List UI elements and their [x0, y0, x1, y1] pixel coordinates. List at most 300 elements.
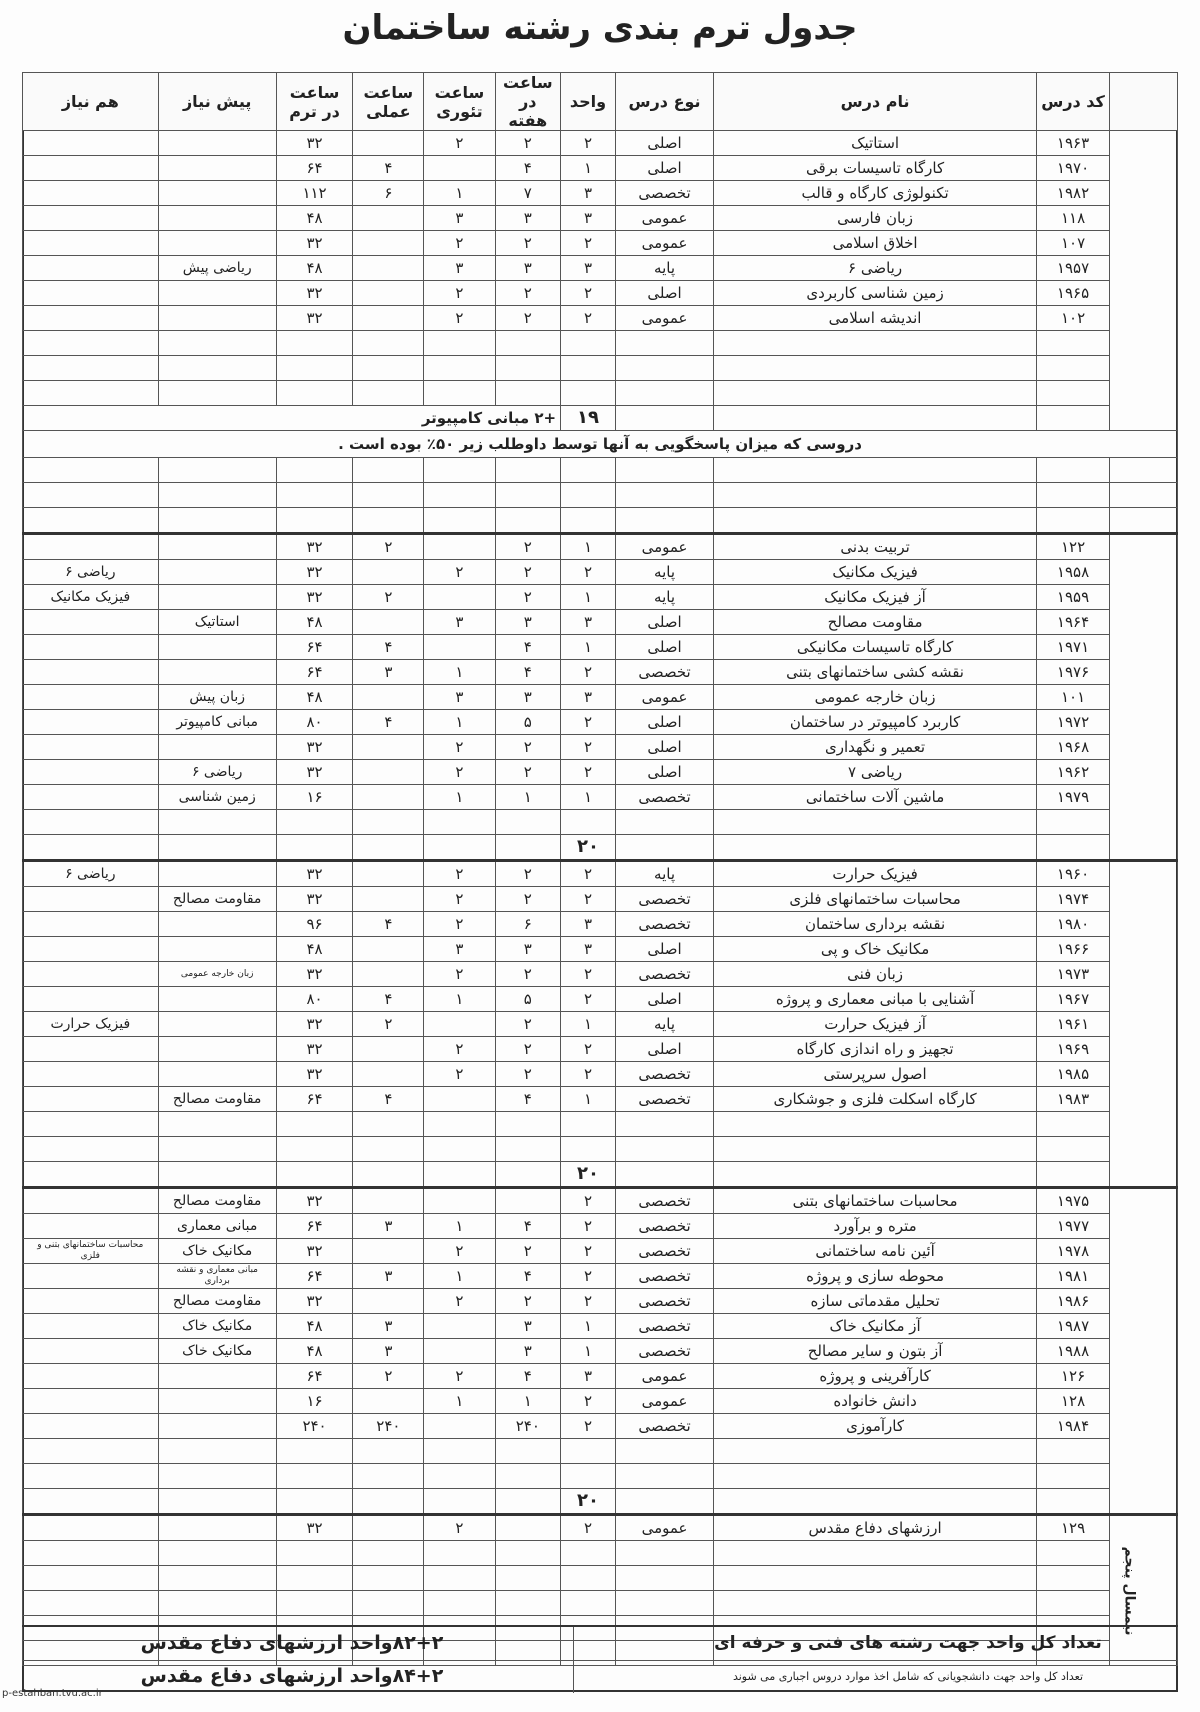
weekly-hours: ۲ — [495, 1037, 561, 1062]
course-code: ۱۹۸۰ — [1036, 912, 1109, 937]
prerequisite — [158, 1037, 276, 1062]
practical-hours — [353, 1515, 424, 1541]
course-unit: ۲ — [561, 560, 616, 585]
note-text: دروسی که میزان پاسخگویی به آنها توسط داوطلب زیر ۵۰٪ بوده است . — [23, 431, 1178, 458]
theory-hours — [424, 1188, 495, 1214]
prerequisite — [158, 1515, 276, 1541]
term-hours: ۶۴ — [276, 660, 353, 685]
practical-hours — [353, 685, 424, 710]
course-code: ۱۹۸۳ — [1036, 1087, 1109, 1112]
course-unit: ۳ — [561, 181, 616, 206]
empty-row — [23, 1541, 1178, 1566]
empty-row — [23, 381, 1178, 406]
prerequisite: مقاومت مصالح — [158, 1289, 276, 1314]
practical-hours — [353, 1062, 424, 1087]
empty-cell — [561, 458, 616, 483]
prerequisite — [158, 635, 276, 660]
empty-cell — [495, 1464, 561, 1489]
empty-cell — [353, 835, 424, 861]
course-unit: ۳ — [561, 206, 616, 231]
course-name: آئین نامه ساختمانی — [714, 1239, 1037, 1264]
empty-cell — [1036, 458, 1109, 483]
course-name: ارزشهای دفاع مقدس — [714, 1515, 1037, 1541]
course-unit: ۲ — [561, 1188, 616, 1214]
course-type: تخصصی — [615, 1414, 713, 1439]
term-hours: ۴۸ — [276, 685, 353, 710]
empty-row — [23, 1112, 1178, 1137]
table-row — [23, 1414, 1178, 1439]
empty-cell — [1036, 1137, 1109, 1162]
empty-cell — [424, 483, 495, 508]
weekly-hours: ۳ — [495, 206, 561, 231]
semester-total-extra: +۲ مبانی کامپیوتر — [23, 406, 561, 431]
corequisite — [23, 1339, 159, 1364]
empty-cell — [615, 1137, 713, 1162]
term-hours: ۳۲ — [276, 1515, 353, 1541]
empty-cell — [353, 1566, 424, 1591]
empty-cell — [276, 835, 353, 861]
course-type: اصلی — [615, 735, 713, 760]
theory-hours: ۲ — [424, 887, 495, 912]
term-hours: ۴۸ — [276, 256, 353, 281]
empty-cell — [276, 1566, 353, 1591]
table-row — [23, 861, 1178, 887]
course-type: اصلی — [615, 281, 713, 306]
theory-hours: ۲ — [424, 1239, 495, 1264]
course-name: مکانیک خاک و پی — [714, 937, 1037, 962]
course-code: ۱۹۸۸ — [1036, 1339, 1109, 1364]
practical-hours: ۲۴۰ — [353, 1414, 424, 1439]
course-unit: ۲ — [561, 1515, 616, 1541]
prerequisite — [158, 585, 276, 610]
course-code: ۱۹۶۴ — [1036, 610, 1109, 635]
term-hours: ۳۲ — [276, 962, 353, 987]
term-hours: ۴۸ — [276, 206, 353, 231]
corequisite — [23, 156, 159, 181]
course-type: عمومی — [615, 231, 713, 256]
empty-cell — [1036, 1464, 1109, 1489]
table-row — [23, 281, 1178, 306]
prerequisite: ریاضی پیش — [158, 256, 276, 281]
empty-cell — [561, 356, 616, 381]
footer-totals — [22, 1625, 1178, 1693]
prerequisite: زبان خارجه عمومی — [158, 962, 276, 987]
weekly-hours: ۲ — [495, 735, 561, 760]
theory-hours: ۳ — [424, 256, 495, 281]
course-unit: ۱ — [561, 585, 616, 610]
footer-row-2 — [22, 1660, 1178, 1693]
theory-hours — [424, 1314, 495, 1339]
corequisite — [23, 937, 159, 962]
course-name: دانش خانواده — [714, 1389, 1037, 1414]
table-row — [23, 937, 1178, 962]
course-unit: ۲ — [561, 1214, 616, 1239]
empty-cell — [158, 508, 276, 534]
empty-cell — [276, 1162, 353, 1188]
prerequisite — [158, 306, 276, 331]
corequisite — [23, 987, 159, 1012]
empty-cell — [424, 1112, 495, 1137]
header-practical: ساعت عملی — [353, 73, 424, 131]
table-row — [23, 785, 1178, 810]
course-unit: ۲ — [561, 861, 616, 887]
corequisite — [23, 912, 159, 937]
table-row — [23, 1214, 1178, 1239]
empty-cell — [353, 508, 424, 534]
total-row — [23, 1489, 1178, 1515]
weekly-hours: ۲ — [495, 306, 561, 331]
course-type: تخصصی — [615, 660, 713, 685]
empty-cell — [353, 1112, 424, 1137]
practical-hours: ۴ — [353, 156, 424, 181]
corequisite: فیزیک مکانیک — [23, 585, 159, 610]
prerequisite: مبانی معماری — [158, 1214, 276, 1239]
course-unit: ۲ — [561, 1389, 616, 1414]
empty-cell — [495, 508, 561, 534]
empty-cell — [353, 381, 424, 406]
corequisite — [23, 534, 159, 560]
course-unit: ۲ — [561, 231, 616, 256]
empty-cell — [276, 508, 353, 534]
course-type: تخصصی — [615, 785, 713, 810]
course-type: اصلی — [615, 760, 713, 785]
weekly-hours: ۲ — [495, 1239, 561, 1264]
course-name: فیزیک مکانیک — [714, 560, 1037, 585]
practical-hours — [353, 1289, 424, 1314]
prerequisite: استاتیک — [158, 610, 276, 635]
table-row — [23, 1515, 1178, 1541]
course-unit: ۲ — [561, 710, 616, 735]
course-unit: ۲ — [561, 735, 616, 760]
empty-cell — [23, 1489, 159, 1515]
course-name: کارگاه تاسیسات مکانیکی — [714, 635, 1037, 660]
course-code: ۱۰۲ — [1036, 306, 1109, 331]
empty-cell — [424, 356, 495, 381]
term-hours: ۶۴ — [276, 156, 353, 181]
empty-cell — [276, 1137, 353, 1162]
course-name: نقشه برداری ساختمان — [714, 912, 1037, 937]
course-code: ۱۹۷۵ — [1036, 1188, 1109, 1214]
course-type: عمومی — [615, 306, 713, 331]
empty-cell — [495, 1566, 561, 1591]
empty-cell — [615, 483, 713, 508]
empty-cell — [158, 483, 276, 508]
semester-total-units: ۲۰ — [561, 835, 616, 861]
weekly-hours: ۶ — [495, 912, 561, 937]
course-type: پایه — [615, 585, 713, 610]
theory-hours: ۲ — [424, 231, 495, 256]
practical-hours — [353, 256, 424, 281]
empty-cell — [353, 483, 424, 508]
header-theory: ساعت تئوری — [424, 73, 495, 131]
course-type: پایه — [615, 1012, 713, 1037]
corequisite — [23, 281, 159, 306]
empty-cell — [615, 1489, 713, 1515]
empty-cell — [1036, 1162, 1109, 1188]
prerequisite — [158, 1062, 276, 1087]
empty-cell — [1110, 483, 1178, 508]
empty-cell — [23, 356, 159, 381]
prerequisite: مبانی معماری و نقشه برداری — [158, 1264, 276, 1289]
weekly-hours: ۲ — [495, 861, 561, 887]
empty-cell — [714, 381, 1037, 406]
empty-cell — [615, 1541, 713, 1566]
weekly-hours: ۴ — [495, 1264, 561, 1289]
theory-hours: ۲ — [424, 760, 495, 785]
empty-cell — [561, 1591, 616, 1616]
weekly-hours: ۲ — [495, 281, 561, 306]
table-row — [23, 912, 1178, 937]
weekly-hours: ۴ — [495, 1214, 561, 1239]
header-coreq: هم نیاز — [23, 73, 159, 131]
table-row — [23, 156, 1178, 181]
course-code: ۱۹۷۸ — [1036, 1239, 1109, 1264]
table-row — [23, 987, 1178, 1012]
empty-cell — [1036, 381, 1109, 406]
course-name: آز فیزیک مکانیک — [714, 585, 1037, 610]
weekly-hours: ۲ — [495, 131, 561, 156]
table-row — [23, 887, 1178, 912]
corequisite — [23, 887, 159, 912]
course-unit: ۳ — [561, 685, 616, 710]
table-row — [23, 1339, 1178, 1364]
weekly-hours: ۲ — [495, 962, 561, 987]
theory-hours — [424, 156, 495, 181]
course-code: ۱۹۷۱ — [1036, 635, 1109, 660]
page-title: جدول ترم بندی رشته ساختمان — [342, 8, 858, 48]
weekly-hours: ۲ — [495, 887, 561, 912]
empty-cell — [276, 1112, 353, 1137]
course-code: ۱۹۷۲ — [1036, 710, 1109, 735]
practical-hours — [353, 785, 424, 810]
practical-hours: ۴ — [353, 1087, 424, 1112]
prerequisite — [158, 131, 276, 156]
footer-value-1: ۸۲+۲واحد ارزشهای دفاع مقدس — [140, 1632, 444, 1654]
theory-hours: ۲ — [424, 1515, 495, 1541]
course-code: ۱۲۶ — [1036, 1364, 1109, 1389]
empty-cell — [1036, 1541, 1109, 1566]
table-row — [23, 635, 1178, 660]
weekly-hours: ۲ — [495, 1289, 561, 1314]
total-row — [23, 1162, 1178, 1188]
weekly-hours: ۴ — [495, 156, 561, 181]
empty-cell — [158, 1489, 276, 1515]
prerequisite — [158, 912, 276, 937]
course-name: ماشین آلات ساختمانی — [714, 785, 1037, 810]
course-type: تخصصی — [615, 1062, 713, 1087]
term-hours: ۳۲ — [276, 131, 353, 156]
theory-hours: ۱ — [424, 987, 495, 1012]
empty-cell — [276, 331, 353, 356]
empty-cell — [1036, 810, 1109, 835]
corequisite — [23, 1214, 159, 1239]
term-hours: ۴۸ — [276, 1314, 353, 1339]
theory-hours: ۳ — [424, 610, 495, 635]
corequisite — [23, 635, 159, 660]
course-code: ۱۹۵۷ — [1036, 256, 1109, 281]
table-row — [23, 131, 1178, 156]
prerequisite: مبانی کامپیوتر — [158, 710, 276, 735]
term-hours: ۶۴ — [276, 635, 353, 660]
theory-hours: ۲ — [424, 1289, 495, 1314]
weekly-hours — [495, 1188, 561, 1214]
table-row — [23, 206, 1178, 231]
semester-label — [1110, 1188, 1178, 1515]
prerequisite — [158, 206, 276, 231]
course-name: زمین شناسی کاربردی — [714, 281, 1037, 306]
course-type: تخصصی — [615, 1214, 713, 1239]
weekly-hours: ۳ — [495, 685, 561, 710]
empty-cell — [714, 508, 1037, 534]
term-hours: ۶۴ — [276, 1087, 353, 1112]
weekly-hours: ۳ — [495, 1314, 561, 1339]
course-code: ۱۹۵۸ — [1036, 560, 1109, 585]
semester-label-text: نیمسال پنجم — [1121, 1546, 1138, 1635]
theory-hours — [424, 1339, 495, 1364]
practical-hours — [353, 306, 424, 331]
table-row — [23, 1087, 1178, 1112]
empty-cell — [615, 1112, 713, 1137]
course-name: زبان فارسی — [714, 206, 1037, 231]
course-name: ریاضی ۶ — [714, 256, 1037, 281]
theory-hours — [424, 585, 495, 610]
empty-cell — [353, 1541, 424, 1566]
course-name: کاربرد کامپیوتر در ساختمان — [714, 710, 1037, 735]
empty-cell — [495, 835, 561, 861]
course-code: ۱۹۶۲ — [1036, 760, 1109, 785]
course-code: ۱۹۸۵ — [1036, 1062, 1109, 1087]
empty-cell — [276, 1489, 353, 1515]
footer-label-1: تعداد کل واحد جهت رشته های فنی و حرفه ای — [714, 1633, 1102, 1653]
weekly-hours: ۳ — [495, 610, 561, 635]
empty-cell — [615, 458, 713, 483]
weekly-hours: ۱ — [495, 1389, 561, 1414]
course-unit: ۲ — [561, 1264, 616, 1289]
course-type: تخصصی — [615, 1289, 713, 1314]
practical-hours: ۳ — [353, 1314, 424, 1339]
term-hours: ۳۲ — [276, 1037, 353, 1062]
course-type: اصلی — [615, 156, 713, 181]
empty-cell — [276, 1591, 353, 1616]
prerequisite — [158, 861, 276, 887]
course-unit: ۱ — [561, 1012, 616, 1037]
theory-hours: ۳ — [424, 206, 495, 231]
corequisite — [23, 710, 159, 735]
term-hours: ۱۱۲ — [276, 181, 353, 206]
course-name: مقاومت مصالح — [714, 610, 1037, 635]
empty-cell — [561, 1566, 616, 1591]
empty-row — [23, 331, 1178, 356]
practical-hours — [353, 1037, 424, 1062]
prerequisite: مکانیک خاک — [158, 1314, 276, 1339]
course-unit: ۱ — [561, 156, 616, 181]
empty-row — [23, 483, 1178, 508]
table-row — [23, 1289, 1178, 1314]
table-row — [23, 1364, 1178, 1389]
course-name: تجهیز و راه اندازی کارگاه — [714, 1037, 1037, 1062]
theory-hours: ۱ — [424, 181, 495, 206]
practical-hours — [353, 231, 424, 256]
empty-cell — [353, 331, 424, 356]
table-row — [23, 660, 1178, 685]
term-hours: ۳۲ — [276, 1239, 353, 1264]
empty-cell — [714, 1489, 1037, 1515]
empty-cell — [495, 331, 561, 356]
term-hours: ۳۲ — [276, 231, 353, 256]
term-hours: ۳۲ — [276, 281, 353, 306]
course-type: پایه — [615, 256, 713, 281]
empty-cell — [1036, 1439, 1109, 1464]
table-row — [23, 610, 1178, 635]
corequisite — [23, 660, 159, 685]
empty-cell — [561, 1137, 616, 1162]
course-unit: ۳ — [561, 912, 616, 937]
empty-cell — [1036, 508, 1109, 534]
practical-hours — [353, 1389, 424, 1414]
course-code: ۱۹۸۱ — [1036, 1264, 1109, 1289]
course-code: ۱۹۷۴ — [1036, 887, 1109, 912]
theory-hours — [424, 1012, 495, 1037]
empty-cell — [714, 1591, 1037, 1616]
corequisite — [23, 131, 159, 156]
prerequisite: مقاومت مصالح — [158, 1087, 276, 1112]
watermark: p-estahban.tvu.ac.ir — [2, 1688, 103, 1699]
empty-cell — [615, 1439, 713, 1464]
empty-cell — [23, 1137, 159, 1162]
term-hours: ۳۲ — [276, 534, 353, 560]
course-code: ۱۹۶۹ — [1036, 1037, 1109, 1062]
course-unit: ۳ — [561, 256, 616, 281]
course-unit: ۲ — [561, 1239, 616, 1264]
table-row — [23, 1037, 1178, 1062]
empty-cell — [1110, 508, 1178, 534]
table-row — [23, 534, 1178, 560]
footer-row-1 — [22, 1627, 1178, 1660]
empty-cell — [23, 458, 159, 483]
course-unit: ۲ — [561, 1414, 616, 1439]
header-semester — [1110, 73, 1178, 131]
course-unit: ۲ — [561, 987, 616, 1012]
table-row — [23, 231, 1178, 256]
empty-row — [23, 1591, 1178, 1616]
theory-hours: ۲ — [424, 1062, 495, 1087]
course-code: ۱۹۶۸ — [1036, 735, 1109, 760]
course-code: ۱۹۸۲ — [1036, 181, 1109, 206]
empty-cell — [495, 381, 561, 406]
theory-hours: ۲ — [424, 560, 495, 585]
term-hours: ۱۶ — [276, 785, 353, 810]
course-name: آز فیزیک حرارت — [714, 1012, 1037, 1037]
empty-cell — [276, 1439, 353, 1464]
empty-cell — [23, 1439, 159, 1464]
empty-cell — [615, 508, 713, 534]
course-type: اصلی — [615, 610, 713, 635]
table-row — [23, 1264, 1178, 1289]
empty-cell — [714, 331, 1037, 356]
table-row — [23, 710, 1178, 735]
empty-cell — [495, 1112, 561, 1137]
prerequisite — [158, 560, 276, 585]
empty-cell — [158, 810, 276, 835]
empty-cell — [23, 1591, 159, 1616]
empty-cell — [23, 810, 159, 835]
corequisite — [23, 256, 159, 281]
course-type: تخصصی — [615, 887, 713, 912]
practical-hours — [353, 861, 424, 887]
empty-cell — [424, 508, 495, 534]
course-unit: ۱ — [561, 635, 616, 660]
term-hours: ۳۲ — [276, 861, 353, 887]
